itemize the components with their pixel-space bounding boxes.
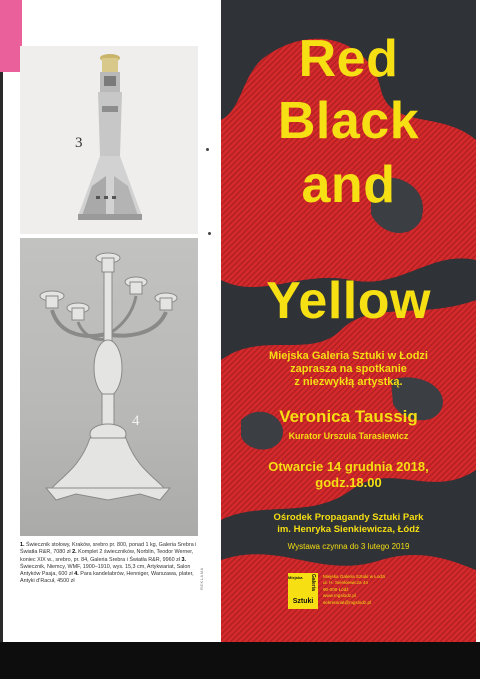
page-mark xyxy=(206,148,209,151)
page-mark xyxy=(208,232,211,235)
venue-line: im. Henryka Sienkiewicza, Łódź xyxy=(277,524,420,535)
logo-word: Sztuki xyxy=(292,598,314,605)
sticky-note-tab xyxy=(0,0,22,72)
contact-line: ul. H. Sienkiewicza 44 xyxy=(323,580,368,586)
exhibition-dates: Wystawa czynna do 3 lutego 2019 xyxy=(287,542,410,551)
contact-line: Miejska Galeria Sztuki w Łodzi xyxy=(323,574,386,579)
caption-text-4: Para kandelabrów, Henniger, Warszawa, plater, Antyki d’Racuł, 4500 zł xyxy=(20,571,194,585)
caption-num-4: 4. xyxy=(74,571,79,578)
contact-line: 90-009 Łódź xyxy=(323,586,349,592)
contact-link[interactable]: www.mgslodz.pl xyxy=(323,593,356,599)
candlestick-photo xyxy=(20,46,198,234)
caption-num-2: 2. xyxy=(72,549,77,556)
poster-title-line: Black xyxy=(277,92,420,150)
logo-word: Miejska xyxy=(288,575,303,580)
logo-word: Galeria xyxy=(310,574,316,591)
advert-label: REKLAMA xyxy=(199,567,204,590)
opening-time: godz.18.00 xyxy=(315,475,382,490)
contact-info xyxy=(323,574,463,606)
scan-edge xyxy=(0,0,3,642)
caption-num-1: 1. xyxy=(20,542,25,548)
venue-info xyxy=(221,512,476,536)
contact-email[interactable]: sekretariat@mgslodz.pl xyxy=(323,599,372,605)
opening-date: Otwarcie 14 grudnia 2018, xyxy=(268,459,429,474)
photo-number-4: 4 xyxy=(132,413,140,429)
candlestick-illustration xyxy=(20,46,198,234)
caption-num-3: 3. xyxy=(181,556,186,563)
scan-edge-bottom xyxy=(0,642,480,679)
poster-title-line: Red xyxy=(298,30,399,88)
exhibition-poster xyxy=(221,0,476,642)
invite-line: Miejska Galeria Sztuki w Łodzi xyxy=(269,350,428,362)
caption-text-1: Świecznik stołowy, Kraków, srebro pr. 800, ponad 1 kg, Galeria Srebra i Światła R&R, 7080 zł xyxy=(20,542,197,556)
venue-line: Ośrodek Propagandy Sztuki Park xyxy=(273,512,424,523)
candelabra-photo xyxy=(20,238,198,536)
invitation-text xyxy=(221,350,476,389)
poster-title-line: and xyxy=(301,156,396,214)
invite-line: z niezwykłą artystką. xyxy=(294,376,403,388)
curator-line: Kurator Urszula Tarasiewicz xyxy=(288,431,409,441)
candelabra-illustration xyxy=(20,238,198,536)
caption-text-3: Świecznik, Niemcy, WMF, 1900–1910, wys. 15,3 cm, Artykwariat, Salon Antyków Pasja, 600 zł xyxy=(20,563,191,578)
opening-info xyxy=(221,459,476,491)
gallery-logo xyxy=(288,573,318,609)
photo-number-3: 3 xyxy=(75,135,83,151)
invite-line: zaprasza na spotkanie xyxy=(290,363,407,375)
artist-name: Veronica Taussig xyxy=(279,407,418,426)
poster-title-line: Yellow xyxy=(266,272,431,330)
photo-caption xyxy=(20,542,198,586)
caption-text-2: Komplet 2 świeczników, Norblin, Teodor Werner, koniec XIX w., srebro, pr. 84, Galeria Srebra i Światła R&R, 9960 zł xyxy=(20,549,194,563)
